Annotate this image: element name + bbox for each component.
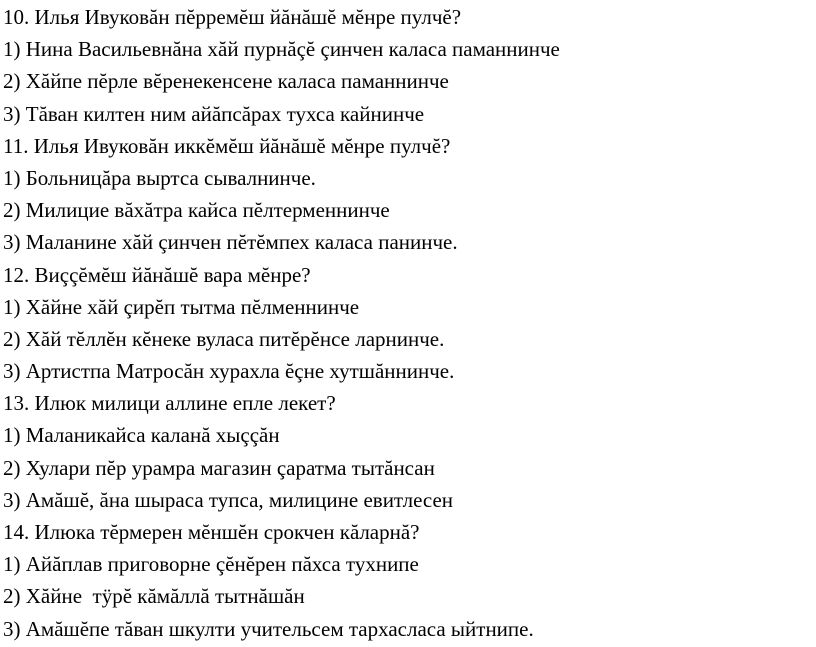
answer-14-3: 3) Амăшĕпе тăван шкулти учительсем тархасласа ыйтнипе. — [3, 616, 534, 641]
question-12: 12. Виççĕмĕш йăнăшĕ вара мĕнре? — [3, 262, 311, 287]
answer-11-3: 3) Маланине хăй çинчен пĕтĕмпех каласа панинче. — [3, 230, 458, 255]
answer-14-2: 2) Хăйне тÿрĕ кăмăллă тытнăшăн — [3, 584, 305, 609]
answer-12-3: 3) Артистпа Матросăн хурахла ĕçне хутшăннинче. — [3, 359, 455, 384]
question-14: 14. Илюка тĕрмерен мĕншĕн срокчен кăларнă? — [3, 520, 420, 544]
answer-13-2: 2) Хулари пĕр урамра магазин çаратма тытăнсан — [3, 455, 435, 480]
answer-13-3: 3) Амăшĕ, ăна шыраса тупса, милицине евитлесен — [3, 487, 454, 512]
question-11: 11. Илья Ивуковăн иккĕмĕш йăнăшĕ мĕнре пулчĕ? — [3, 133, 451, 158]
answer-13-1: 1) Маланикайса каланă хыççăн — [3, 423, 280, 448]
answer-11-1: 1) Больницăра выртса сывалнинче. — [3, 165, 316, 190]
answer-12-2: 2) Хăй тĕллĕн кĕнеке вуласа питĕрĕнсе ларнинче. — [3, 326, 445, 351]
answer-10-2: 2) Хăйпе пĕрле вĕренекенсене каласа паманнинче — [3, 69, 449, 94]
answer-12-1: 1) Хăйне хăй çирĕп тытма пĕлменнинче — [3, 294, 360, 319]
question-13: 13. Илюк милици аллине епле лекет? — [3, 391, 336, 416]
answer-14-1: 1) Айăплав приговорне çĕнĕрен пăхса тухнипе — [3, 552, 419, 577]
answer-10-1: 1) Нина Васильевнăна хăй пурнăçĕ çинчен каласа паманнинче — [3, 37, 560, 62]
answer-10-3: 3) Тăван килтен ним айăпсăрах тухса кайнинче — [3, 101, 425, 126]
question-10: 10. Илья Ивуковăн пĕрремĕш йăнăшĕ мĕнре пулчĕ? — [3, 5, 462, 29]
answer-11-2: 2) Милицие вăхăтра кайса пĕлтерменнинче — [3, 198, 390, 223]
